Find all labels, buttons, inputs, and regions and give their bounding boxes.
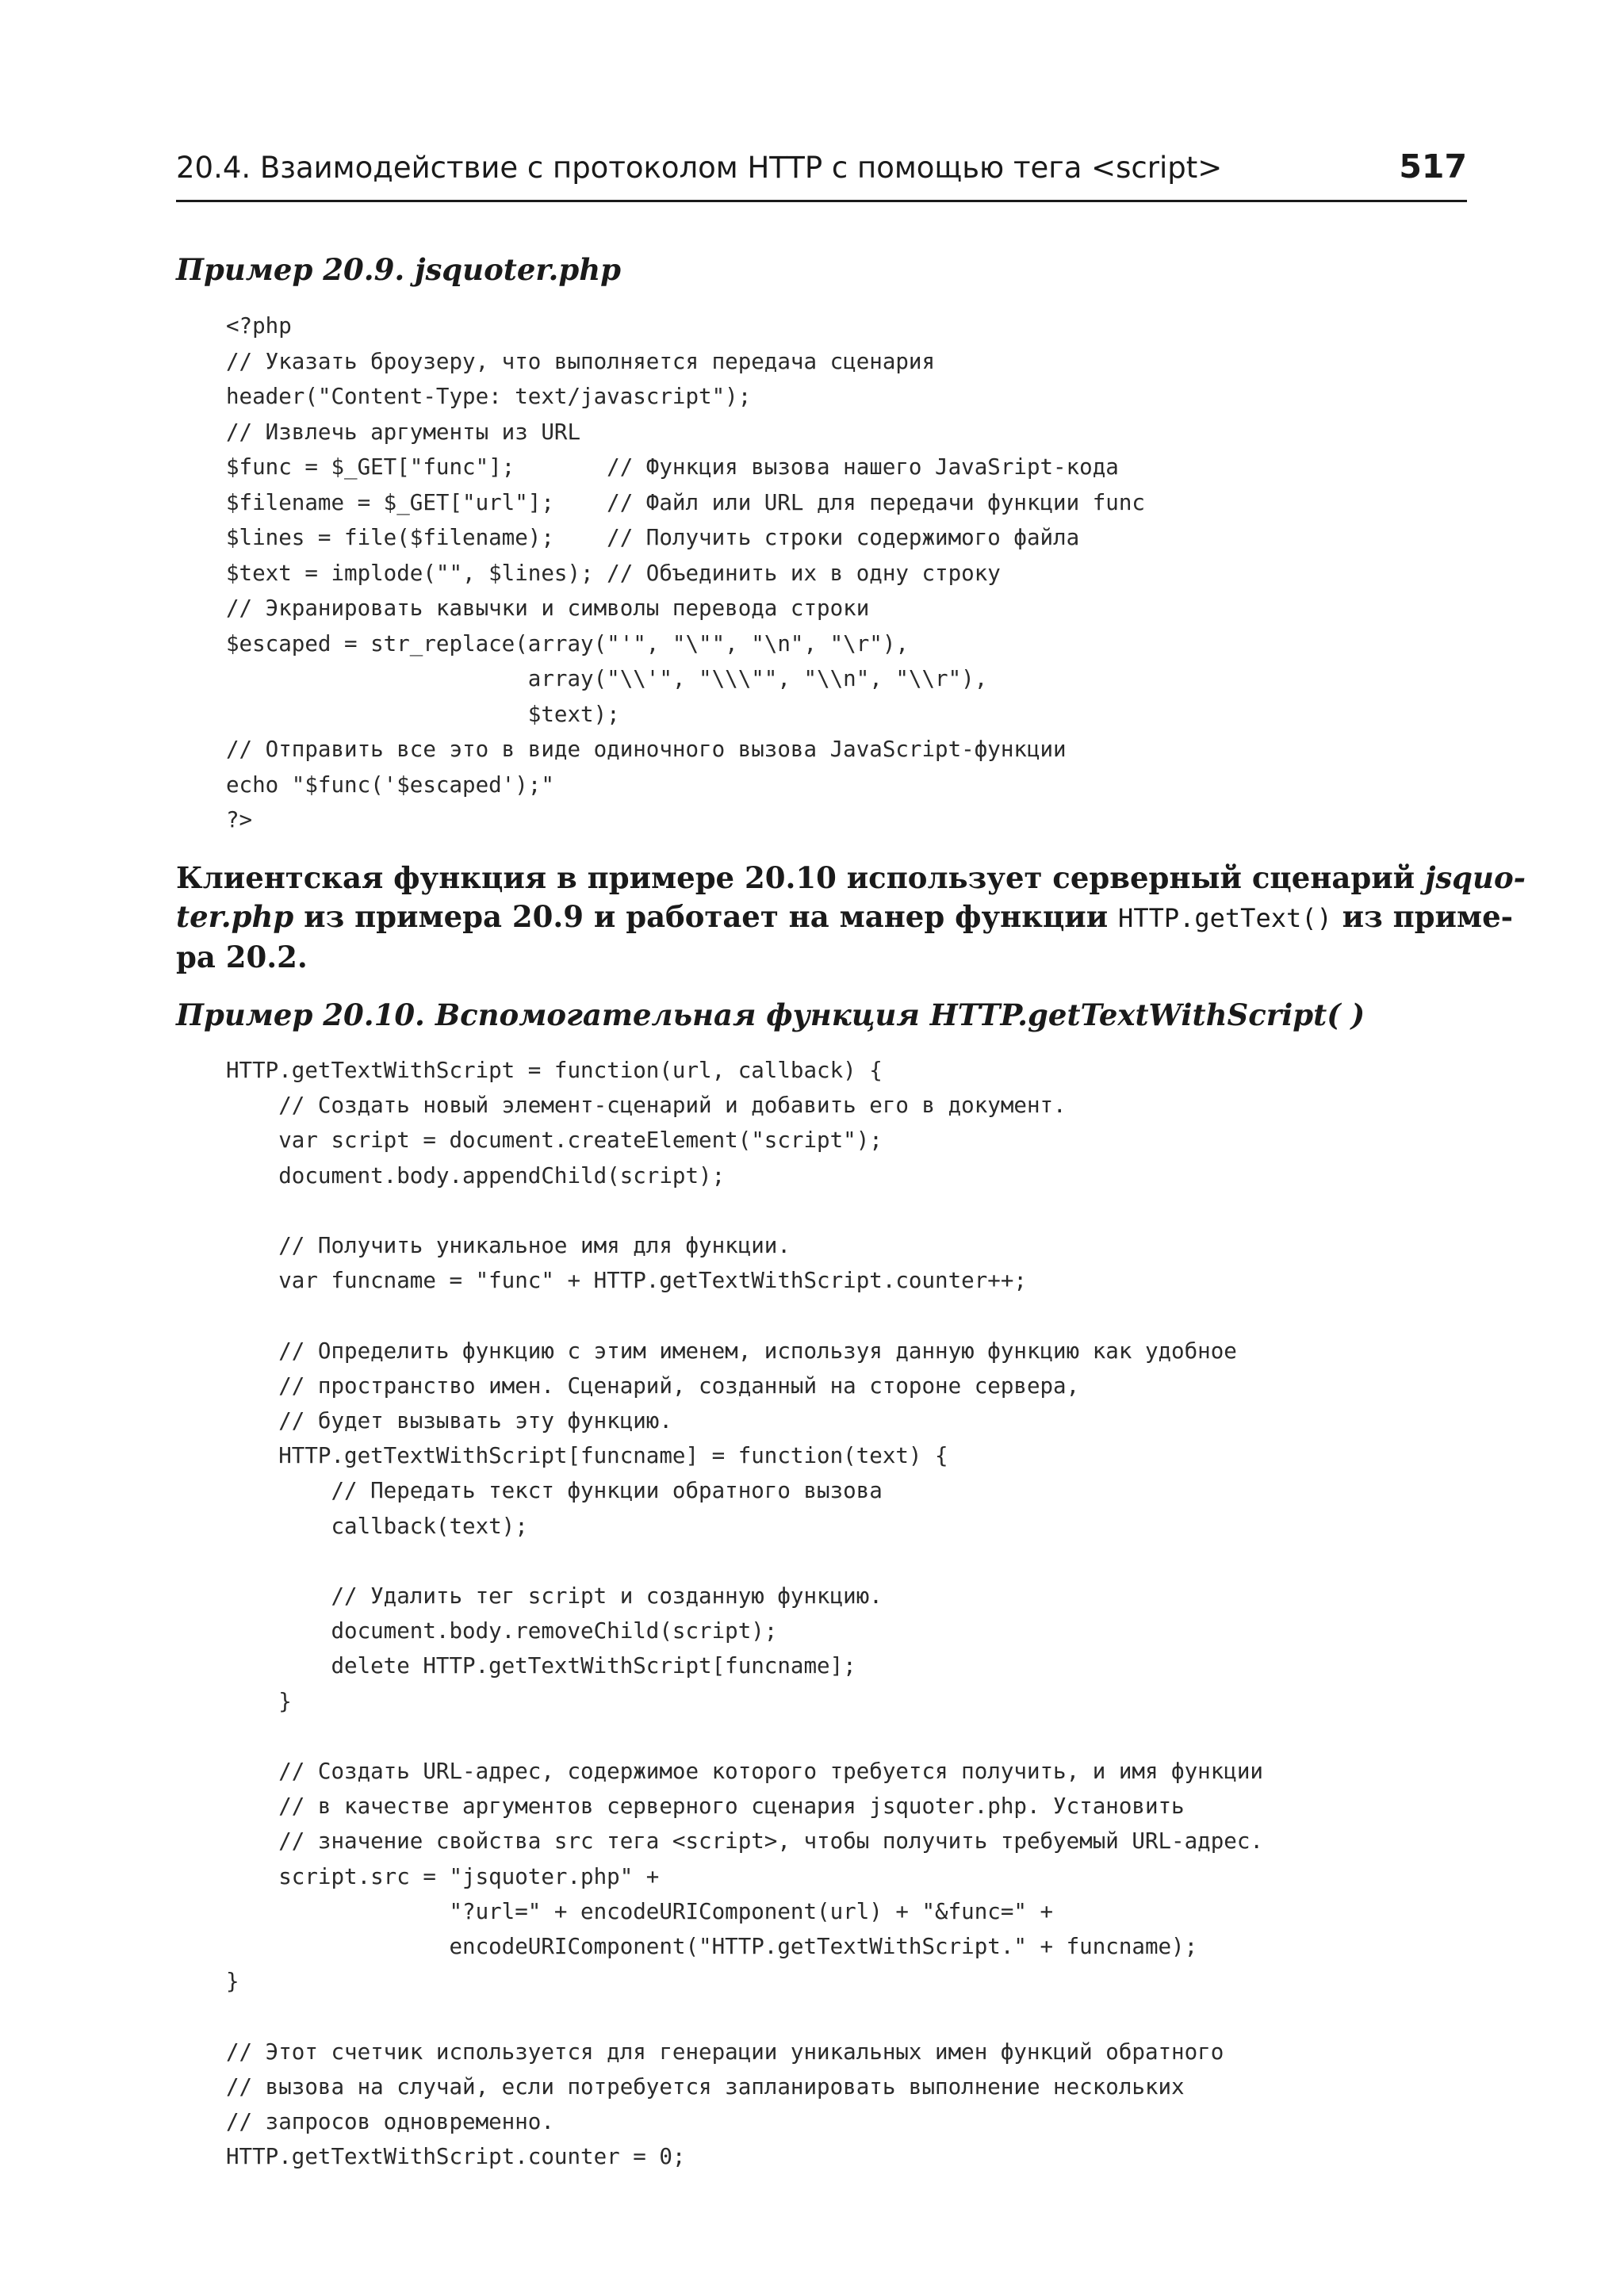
filename-reference: jsquo- [1424,860,1526,895]
filename-reference: ter.php [176,899,294,934]
paragraph-text: из приме- [1331,899,1514,934]
paragraph-line-2 [176,898,1514,938]
paragraph-text: из примера 20.9 и работает на манер функции [293,899,1119,934]
example-20-10-code-listing: HTTP.getTextWithScript = function(url, callback) { // Создать новый элемент-сценарий и добавить его в документ. var script = document.createElement("script"); document.body.appendChild(script); // Получить уникальное имя для функции. var funcname = "func" + HTTP.getTextWithScript.counter++; // Определить функцию с этим именем, используя данную функцию как удобное // пространство имен. Сценарий, созданный на стороне сервера, // будет вызывать эту функцию. HTTP.getTextWithScript[funcname] = function(text) { // Передать текст функции обратного вызова callback(text); // Удалить тег script и созданную функцию. document.body.removeChild(script); delete HTTP.getTextWithScript[funcname]; } // Создать URL-адрес, содержимое которого требуется получить, и имя функции // в качестве аргументов серверного сценария jsquoter.php. Установить // значение свойства src тега <script>, чтобы получить требуемый URL-адрес. script.src = "jsquoter.php" + "?url=" + encodeURIComponent(url) + "&func=" + encodeURIComponent("HTTP.getTextWithScript." + funcname); } // Этот счетчик используется для генерации уникальных имен функций обратного // вызова на случай, если потребуется запланировать выполнение нескольких // запросов одновременно. HTTP.getTextWithScript.counter = 0; [226,1058,1263,2170]
paragraph-text: Клиентская функция в примере 20.10 использует серверный сценарий [176,860,1425,895]
inline-code: HTTP.getText() [1118,903,1332,933]
body-paragraph [176,859,1526,977]
example-20-10-caption: Пример 20.10. Вспомогательная функция HTTP.getTextWithScript( ) [176,997,1365,1032]
paragraph-line-3: ра 20.2. [176,940,308,974]
example-20-9-code-listing: <?php // Указать броузеру, что выполняется передача сценария header("Content-Type: text/javascript"); // Извлечь аргументы из URL $func = $_GET["func"]; // Функция вызова нашего JavaSript-кода $filename = $_GET["url"]; // Файл или URL для передачи функции func $lines = file($filename); // Получить строки содержимого файла $text = implode("", $lines); // Объединить их в одну строку // Экранировать кавычки и символы перевода строки $escaped = str_replace(array("'", "\"", "\n", "\r"), array("\\'", "\\\"", "\\n", "\\r"), $text); // Отправить все это в виде одиночного вызова JavaScript-функции echo "$func('$escaped');" ?> [226,313,1145,833]
paragraph-line-1 [176,859,1526,898]
running-header [176,144,1467,202]
page-number: 517 [1399,147,1467,186]
section-title: 20.4. Взаимодействие с протоколом HTTP с помощью тега <script> [176,151,1223,185]
example-20-9-caption: Пример 20.9. jsquoter.php [176,252,621,287]
